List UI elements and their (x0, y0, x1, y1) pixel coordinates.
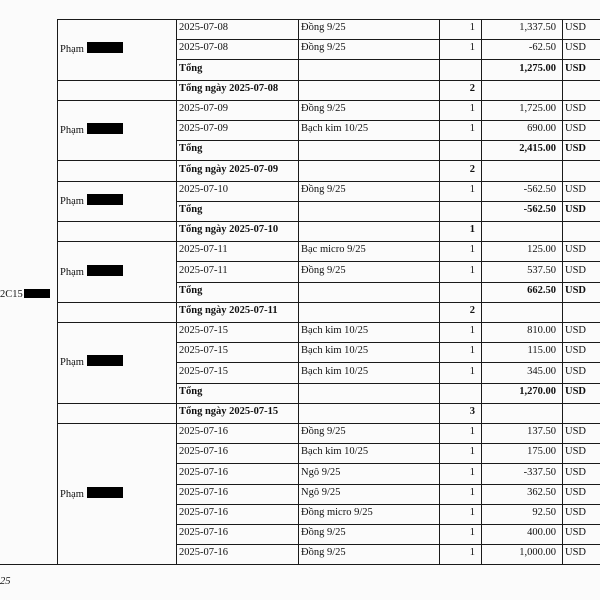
row-border (176, 504, 600, 505)
date-total-label: Tổng ngày 2025-07-10 (179, 224, 279, 236)
total-label: Tổng (179, 203, 203, 215)
amount-cell: 345.00 (527, 365, 556, 377)
date-cell: 2025-07-10 (179, 183, 228, 195)
product-cell: Đồng 9/25 (301, 183, 346, 195)
date-total-count: 1 (469, 224, 475, 236)
product-cell: Bạch kim 10/25 (301, 365, 369, 377)
row-border (176, 403, 600, 404)
qty-cell: 1 (469, 325, 475, 337)
product-cell: Ngô 9/25 (301, 486, 341, 498)
currency-cell: USD (565, 123, 587, 135)
row-border (176, 302, 600, 303)
row-border (176, 342, 600, 343)
account-id: 2C15 (0, 289, 54, 301)
row-border (176, 484, 600, 485)
currency-cell: USD (565, 426, 587, 438)
name-cell-border (57, 100, 176, 101)
row-border (176, 140, 600, 141)
date-cell: 2025-07-15 (179, 365, 228, 377)
currency-cell: USD (565, 486, 587, 498)
column-border (176, 19, 177, 565)
total-amount: 1,275.00 (519, 62, 556, 74)
qty-cell: 1 (469, 446, 475, 458)
product-cell: Bạc micro 9/25 (301, 244, 366, 256)
customer-name: Phạm (60, 355, 176, 367)
name-cell-border (57, 241, 176, 242)
column-border (439, 19, 440, 565)
date-total-count: 2 (469, 304, 475, 316)
row-border (176, 59, 600, 60)
date-cell: 2025-07-11 (179, 244, 228, 256)
qty-cell: 1 (469, 123, 475, 135)
qty-cell: 1 (469, 183, 475, 195)
name-cell-border (57, 221, 176, 222)
name-cell-border (57, 322, 176, 323)
row-border (176, 544, 600, 545)
redaction-bar (87, 42, 123, 53)
row-border (176, 261, 600, 262)
column-border (481, 19, 482, 565)
row-border (176, 443, 600, 444)
product-cell: Đồng 9/25 (301, 426, 346, 438)
date-cell: 2025-07-16 (179, 426, 228, 438)
currency-cell: USD (565, 183, 587, 195)
total-amount: 1,270.00 (519, 385, 556, 397)
date-cell: 2025-07-15 (179, 325, 228, 337)
date-cell: 2025-07-16 (179, 506, 228, 518)
amount-cell: 115.00 (527, 345, 556, 357)
product-cell: Bạch kim 10/25 (301, 345, 369, 357)
date-cell: 2025-07-16 (179, 446, 228, 458)
amount-cell: -562.50 (523, 183, 556, 195)
total-label: Tổng (179, 62, 203, 74)
row-border (176, 160, 600, 161)
currency-cell: USD (565, 22, 587, 34)
name-cell-border (57, 160, 176, 161)
name-cell-border (57, 423, 176, 424)
amount-cell: 125.00 (527, 244, 556, 256)
amount-cell: 810.00 (527, 325, 556, 337)
currency-cell: USD (565, 527, 587, 539)
redaction-bar (87, 265, 123, 276)
date-cell: 2025-07-08 (179, 22, 228, 34)
amount-cell: 92.50 (532, 506, 556, 518)
qty-cell: 1 (469, 365, 475, 377)
currency-cell: USD (565, 264, 587, 276)
row-border (176, 564, 600, 565)
customer-name: Phạm (60, 194, 176, 206)
date-cell: 2025-07-16 (179, 527, 228, 539)
qty-cell: 1 (469, 547, 475, 559)
row-border (176, 524, 600, 525)
qty-cell: 1 (469, 42, 475, 54)
column-border (562, 19, 563, 565)
qty-cell: 1 (469, 466, 475, 478)
total-currency: USD (565, 143, 587, 155)
row-border (176, 100, 600, 101)
qty-cell: 1 (469, 345, 475, 357)
date-cell: 2025-07-16 (179, 486, 228, 498)
qty-cell: 1 (469, 527, 475, 539)
product-cell: Đồng 9/25 (301, 42, 346, 54)
name-cell-border (57, 403, 176, 404)
amount-cell: 690.00 (527, 123, 556, 135)
date-total-count: 2 (469, 82, 475, 94)
customer-name: Phạm (60, 123, 176, 135)
amount-cell: 537.50 (527, 264, 556, 276)
row-border (176, 383, 600, 384)
customer-name: Phạm (60, 487, 176, 499)
column-border (298, 19, 299, 565)
date-cell: 2025-07-11 (179, 264, 228, 276)
total-amount: -562.50 (523, 203, 556, 215)
amount-cell: -62.50 (528, 42, 556, 54)
date-cell: 2025-07-09 (179, 123, 228, 135)
total-label: Tổng (179, 284, 203, 296)
row-border (176, 80, 600, 81)
date-total-count: 3 (469, 405, 475, 417)
qty-cell: 1 (469, 22, 475, 34)
product-cell: Đồng 9/25 (301, 22, 346, 34)
row-border (176, 221, 600, 222)
currency-cell: USD (565, 102, 587, 114)
total-currency: USD (565, 203, 587, 215)
currency-cell: USD (565, 244, 587, 256)
amount-cell: 1,000.00 (519, 547, 556, 559)
product-cell: Bạch kim 10/25 (301, 325, 369, 337)
date-cell: 2025-07-08 (179, 42, 228, 54)
row-border (176, 282, 600, 283)
amount-cell: 1,337.50 (519, 22, 556, 34)
product-cell: Đồng 9/25 (301, 527, 346, 539)
amount-cell: 362.50 (527, 486, 556, 498)
qty-cell: 1 (469, 486, 475, 498)
name-cell-border (57, 302, 176, 303)
total-label: Tổng (179, 385, 203, 397)
currency-cell: USD (565, 547, 587, 559)
product-cell: Đồng 9/25 (301, 264, 346, 276)
currency-cell: USD (565, 325, 587, 337)
product-cell: Đồng 9/25 (301, 547, 346, 559)
date-cell: 2025-07-16 (179, 466, 228, 478)
amount-cell: 1,725.00 (519, 102, 556, 114)
table-bottom-border (0, 564, 176, 565)
name-cell-border (57, 181, 176, 182)
date-total-label: Tổng ngày 2025-07-11 (179, 304, 278, 316)
amount-cell: 175.00 (527, 446, 556, 458)
qty-cell: 1 (469, 264, 475, 276)
redaction-bar (87, 355, 123, 366)
currency-cell: USD (565, 506, 587, 518)
row-border (176, 201, 600, 202)
total-currency: USD (565, 62, 587, 74)
product-cell: Đồng 9/25 (301, 102, 346, 114)
total-currency: USD (565, 284, 587, 296)
name-cell-border (57, 19, 176, 20)
redaction-bar (87, 194, 123, 205)
row-border (176, 362, 600, 363)
date-total-label: Tổng ngày 2025-07-15 (179, 405, 279, 417)
total-label: Tổng (179, 143, 203, 155)
column-border (57, 19, 58, 565)
table-top-border (176, 19, 600, 20)
currency-cell: USD (565, 446, 587, 458)
redaction-bar (87, 487, 123, 498)
total-amount: 662.50 (527, 284, 556, 296)
page-footer: 25 (0, 576, 11, 587)
redaction-bar (87, 123, 123, 134)
row-border (176, 322, 600, 323)
date-cell: 2025-07-15 (179, 345, 228, 357)
date-cell: 2025-07-09 (179, 102, 228, 114)
amount-cell: 400.00 (527, 527, 556, 539)
customer-name: Phạm (60, 42, 176, 54)
date-total-label: Tổng ngày 2025-07-08 (179, 82, 279, 94)
qty-cell: 1 (469, 426, 475, 438)
qty-cell: 1 (469, 244, 475, 256)
product-cell: Bạch kim 10/25 (301, 446, 369, 458)
name-cell-border (57, 80, 176, 81)
row-border (176, 120, 600, 121)
qty-cell: 1 (469, 506, 475, 518)
currency-cell: USD (565, 365, 587, 377)
product-cell: Đồng micro 9/25 (301, 506, 373, 518)
row-border (176, 39, 600, 40)
customer-name: Phạm (60, 265, 176, 277)
product-cell: Bạch kim 10/25 (301, 123, 369, 135)
redaction-bar (24, 289, 50, 298)
total-amount: 2,415.00 (519, 143, 556, 155)
date-cell: 2025-07-16 (179, 547, 228, 559)
row-border (176, 463, 600, 464)
amount-cell: 137.50 (527, 426, 556, 438)
row-border (176, 423, 600, 424)
row-border (176, 181, 600, 182)
product-cell: Ngô 9/25 (301, 466, 341, 478)
amount-cell: -337.50 (523, 466, 556, 478)
currency-cell: USD (565, 466, 587, 478)
row-border (176, 241, 600, 242)
qty-cell: 1 (469, 102, 475, 114)
total-currency: USD (565, 385, 587, 397)
date-total-count: 2 (469, 163, 475, 175)
currency-cell: USD (565, 345, 587, 357)
currency-cell: USD (565, 42, 587, 54)
date-total-label: Tổng ngày 2025-07-09 (179, 163, 279, 175)
